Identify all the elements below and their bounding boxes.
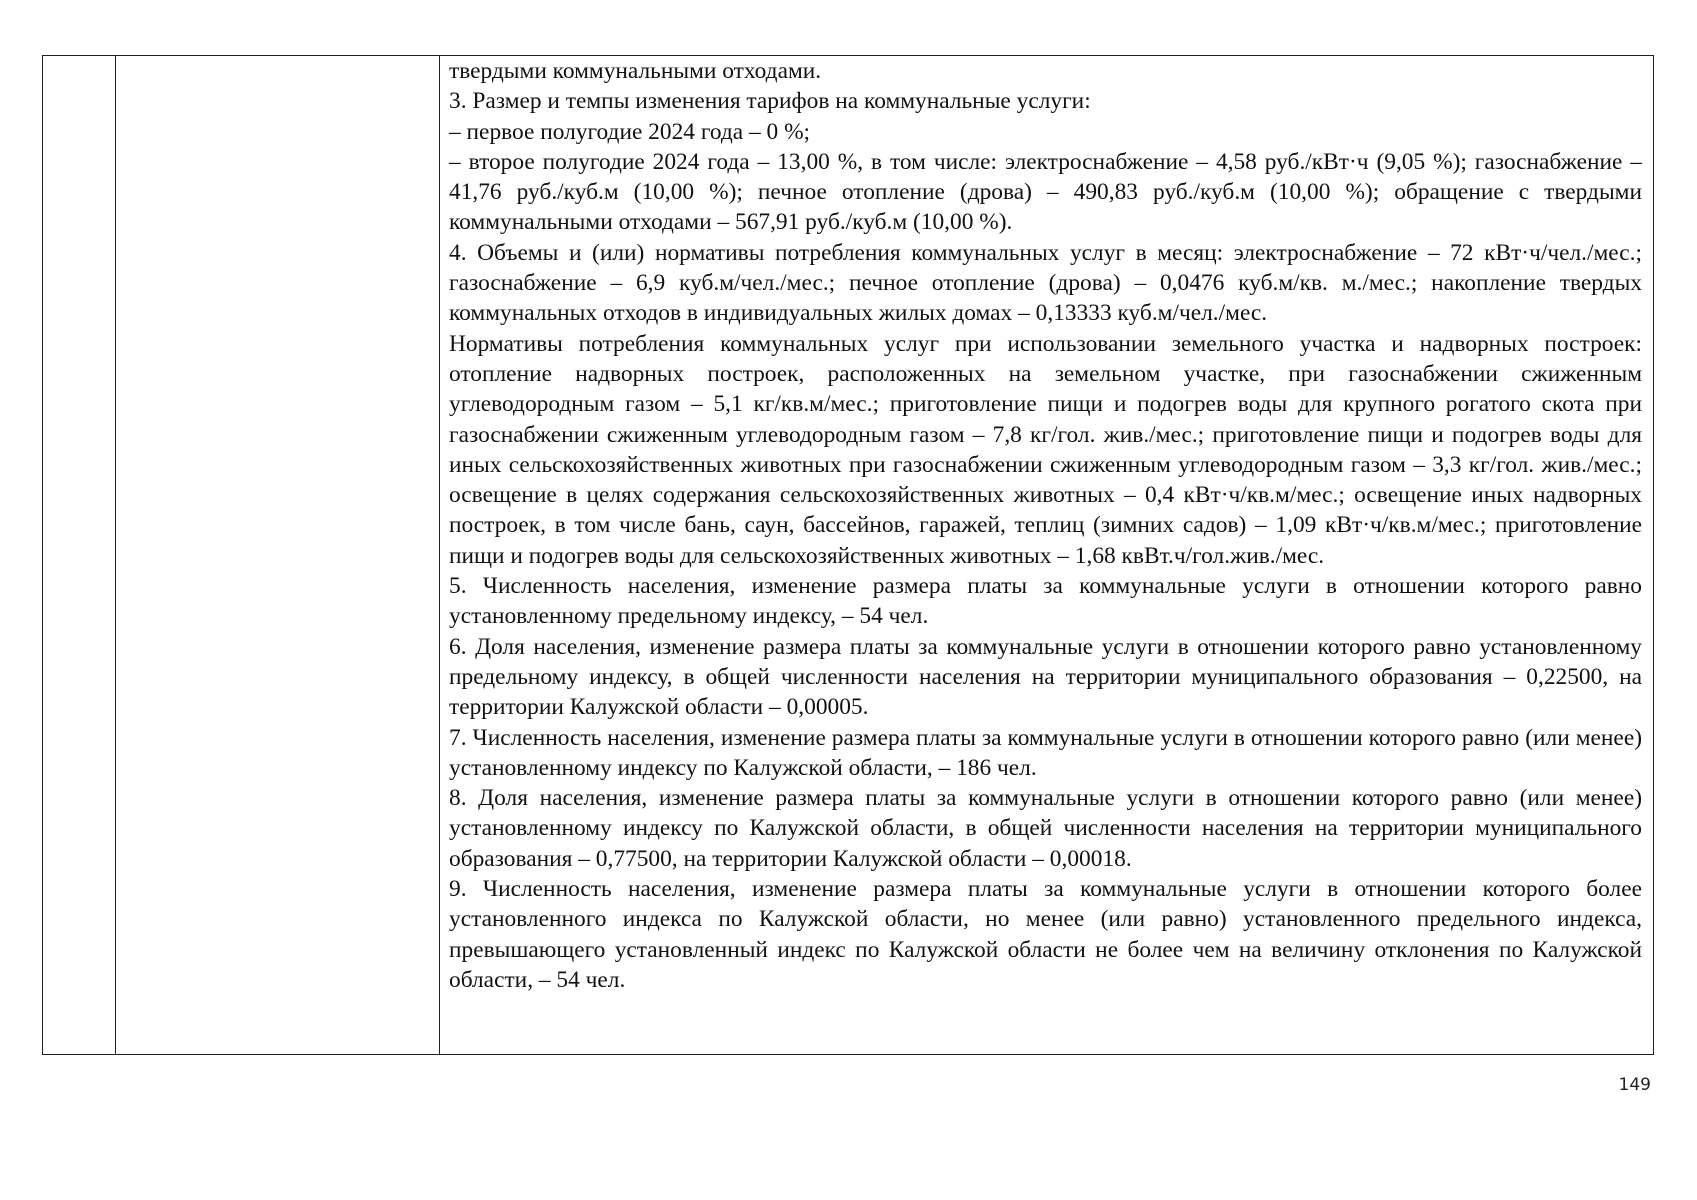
page-number: 149	[1618, 1075, 1651, 1095]
table-column-name	[116, 56, 440, 1054]
paragraph-10: 9. Численность населения, изменение размера платы за коммунальные услуги в отношении которого более установленного индекса по Калужской области, но менее (или равно) установленного предельного индекса, превышающего установленный индекс по Калужской области не более чем на величину отклонения по Калужской области, – 54 чел.	[449, 876, 1642, 993]
table-column-number	[43, 56, 116, 1054]
paragraph-4: 4. Объемы и (или) нормативы потребления коммунальных услуг в месяц: электроснабжение – 72 кВт·ч/чел./мес.; газоснабжение – 6,9 куб.м/чел./мес.; печное отопление (дрова) – 0,0476 куб.м/кв. м./мес.; накопление твердых коммунальных отходов в индивидуальных жилых домах – 0,13333 куб.м/чел./мес.	[449, 239, 1642, 327]
paragraph-1: 3. Размер и темпы изменения тарифов на коммунальные услуги:	[449, 88, 1091, 115]
paragraph-3: – второе полугодие 2024 года – 13,00 %, в том числе: электроснабжение – 4,58 руб./кВт·ч (9,05 %); газоснабжение – 41,76 руб./куб.м (10,00 %); печное отопление (дрова) – 490,83 руб./куб.м (10,00 %); обращение с твердыми коммунальными отходами – 567,91 руб./куб.м (10,00 %).	[449, 148, 1642, 236]
paragraph-0: твердыми коммунальными отходами.	[449, 58, 822, 84]
document-table	[42, 55, 1654, 1055]
paragraph-2: – первое полугодие 2024 года – 0 %;	[449, 118, 811, 145]
table-column-content	[440, 56, 1653, 1054]
paragraph-8: 7. Численность населения, изменение размера платы за коммунальные услуги в отношении которого равно (или менее) установленному индексу по Калужской области, – 186 чел.	[449, 724, 1642, 781]
paragraph-7: 6. Доля населения, изменение размера платы за коммунальные услуги в отношении которого равно установленному предельному индексу, в общей численности населения на территории муниципального образования – 0,22500, на территории Калужской области – 0,00005.	[449, 633, 1642, 721]
paragraph-9: 8. Доля населения, изменение размера платы за коммунальные услуги в отношении которого равно (или менее) установленному индексу по Калужской области, в общей численности населения на территории муниципального образования – 0,77500, на территории Калужской области – 0,00018.	[449, 785, 1642, 872]
paragraph-6: 5. Численность населения, изменение размера платы за коммунальные услуги в отношении которого равно установленному предельному индексу, – 54 чел.	[449, 573, 1642, 630]
paragraph-5: Нормативы потребления коммунальных услуг при использовании земельного участка и надворных построек: отопление надворных построек, расположенных на земельном участке, при газоснабжении сжиженным углеводородным газом – 5,1 кг/кв.м/мес.; приготовление пищи и подогрев воды для крупного рогатого скота при газоснабжении сжиженным углеводородным газом – 7,8 кг/гол. жив./мес.; приготовление пищи и подогрев воды для иных сельскохозяйственных животных при газоснабжении сжиженным углеводородным газом – 3,3 кг/гол. жив./мес.; освещение в целях содержания сельскохозяйственных животных – 0,4 кВт·ч/кв.м/мес.; освещение иных надворных построек, в том числе бань, саун, бассейнов, гаражей, теплиц (зимних садов) – 1,09 кВт·ч/кв.м/мес.; приготовление пищи и подогрев воды для сельскохозяйственных животных – 1,68 квВт.ч/гол.жив./мес.	[449, 330, 1642, 569]
